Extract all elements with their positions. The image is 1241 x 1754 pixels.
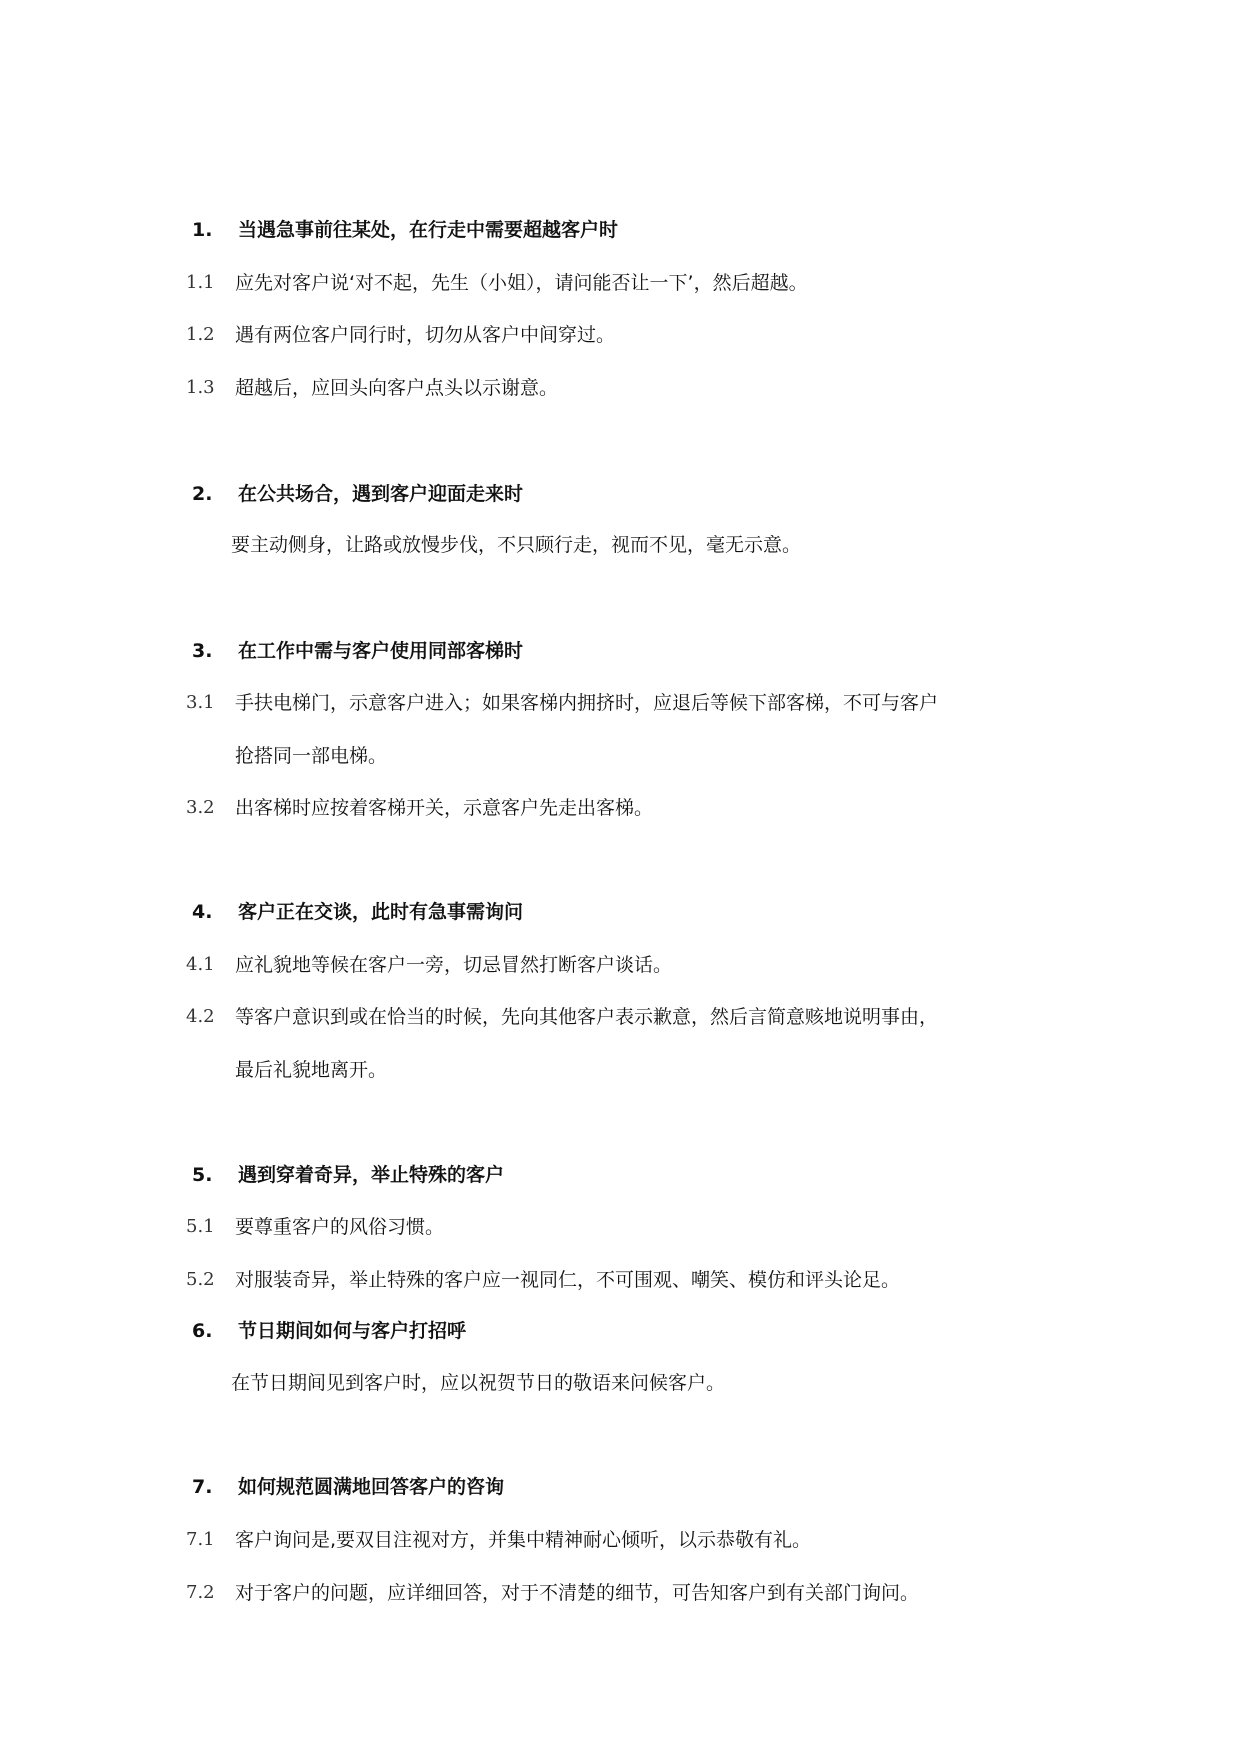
item-number: 1.3 — [186, 377, 215, 398]
paragraph-text: 要主动侧身，让路或放慢步伐，不只顾行走，视而不见，毫无示意。 — [231, 534, 802, 556]
section-number: 5. — [192, 1164, 213, 1186]
item-text: 等客户意识到或在恰当的时候，先向其他客户表示歉意，然后言简意赅地说明事由， — [235, 1006, 939, 1028]
item-text-continuation: 最后礼貌地离开。 — [235, 1059, 388, 1081]
item-text: 要尊重客户的风俗习惯。 — [235, 1216, 445, 1238]
item-text: 手扶电梯门，示意客户进入；如果客梯内拥挤时，应退后等候下部客梯，不可与客户 — [235, 692, 939, 714]
section-number: 3. — [192, 640, 213, 662]
section-title: 节日期间如何与客户打招呼 — [238, 1320, 467, 1342]
item-number: 5.2 — [186, 1269, 215, 1290]
item-text: 遇有两位客户同行时，切勿从客户中间穿过。 — [235, 324, 616, 346]
section-title: 当遇急事前往某处，在行走中需要超越客户时 — [238, 219, 619, 241]
section-title: 在工作中需与客户使用同部客梯时 — [238, 640, 524, 662]
section-title: 如何规范圆满地回答客户的咨询 — [238, 1476, 505, 1498]
section-number: 2. — [192, 483, 213, 505]
section-title: 在公共场合，遇到客户迎面走来时 — [238, 483, 524, 505]
item-text-continuation: 抢搭同一部电梯。 — [235, 745, 388, 767]
item-number: 4.2 — [186, 1006, 215, 1027]
item-number: 1.1 — [186, 272, 215, 293]
item-text: 对于客户的问题，应详细回答，对于不清楚的细节，可告知客户到有关部门询问。 — [235, 1582, 920, 1604]
item-number: 1.2 — [186, 324, 215, 345]
item-text: 出客梯时应按着客梯开关，示意客户先走出客梯。 — [235, 797, 654, 819]
section-number: 4. — [192, 901, 213, 923]
item-text: 对服装奇异，举止特殊的客户应一视同仁，不可围观、嘲笑、模仿和评头论足。 — [235, 1269, 901, 1291]
item-number: 7.1 — [186, 1529, 215, 1550]
item-number: 3.1 — [186, 692, 215, 713]
section-number: 6. — [192, 1320, 213, 1342]
item-number: 5.1 — [186, 1216, 215, 1237]
section-number: 1. — [192, 219, 213, 241]
section-title: 遇到穿着奇异，举止特殊的客户 — [238, 1164, 505, 1186]
item-number: 7.2 — [186, 1582, 215, 1603]
paragraph-text: 在节日期间见到客户时，应以祝贺节日的敬语来问候客户。 — [231, 1372, 726, 1394]
item-number: 3.2 — [186, 797, 215, 818]
item-text: 应先对客户说‘对不起，先生（小姐），请问能否让一下’，然后超越。 — [235, 272, 808, 294]
section-title: 客户正在交谈，此时有急事需询问 — [238, 901, 524, 923]
item-text: 应礼貌地等候在客户一旁，切忌冒然打断客户谈话。 — [235, 954, 673, 976]
item-text: 客户询问是,要双目注视对方，并集中精神耐心倾听，以示恭敬有礼。 — [235, 1529, 812, 1551]
section-number: 7. — [192, 1476, 213, 1498]
item-number: 4.1 — [186, 954, 215, 975]
item-text: 超越后，应回头向客户点头以示谢意。 — [235, 377, 559, 399]
